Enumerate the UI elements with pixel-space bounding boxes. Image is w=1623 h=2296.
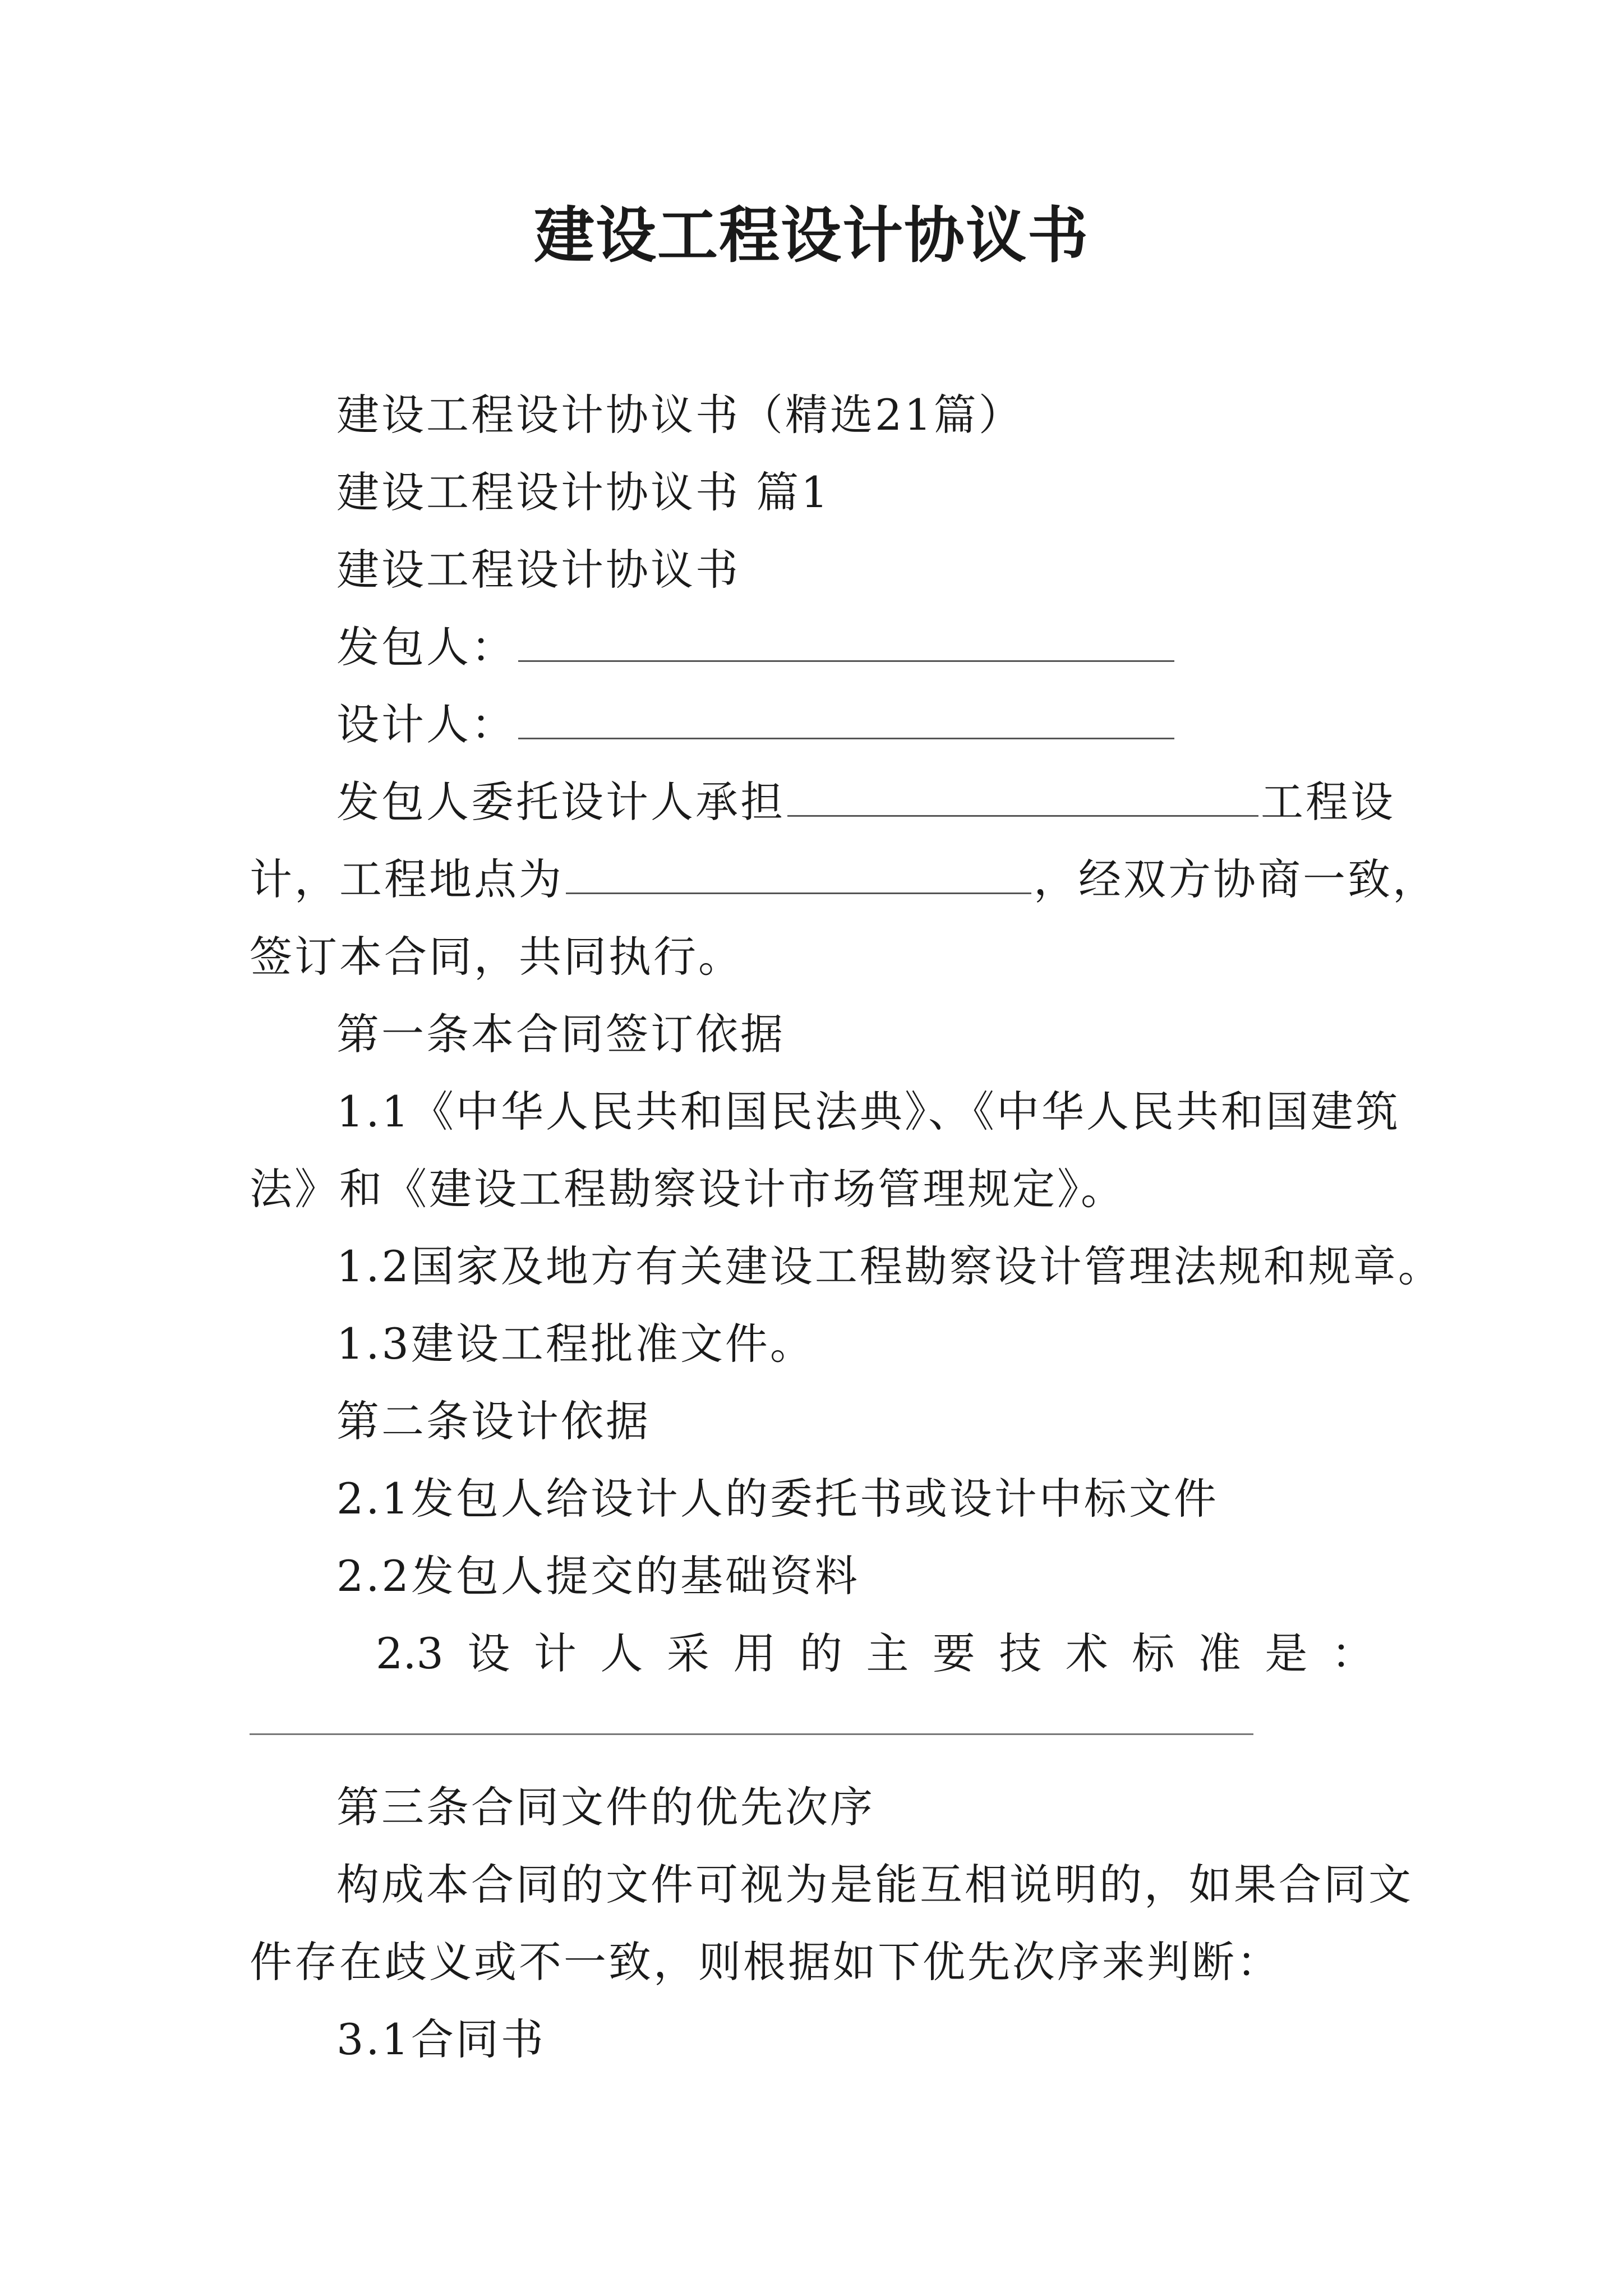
spread-char: 采 (666, 1628, 709, 1678)
spread-char: 准 (1198, 1628, 1241, 1678)
agreement-name: 建设工程设计协议书 (336, 545, 740, 595)
paragraph-line: 2.2发包人提交的基础资料 (336, 1551, 860, 1601)
spread-char: 技 (999, 1628, 1042, 1678)
standards-blank-rule (250, 1733, 1253, 1735)
text-span: ，经双方协商一致， (1034, 854, 1437, 904)
document-title: 建设工程设计协议书 (533, 200, 1089, 271)
project-blank (787, 780, 1258, 817)
paragraph-line: 构成本合同的文件可视为是能互相说明的，如果合同文 (336, 1860, 1413, 1910)
designer-line (336, 697, 1177, 753)
paragraph-line (336, 774, 1395, 830)
paragraph-line: 1.2国家及地方有关建设工程勘察设计管理法规和规章。 (336, 1241, 1443, 1291)
spread-char: 计 (533, 1628, 577, 1678)
section-heading: 建设工程设计协议书 篇1 (336, 467, 831, 517)
paragraph-line: 1.3建设工程批准文件。 (336, 1319, 815, 1369)
spread-char: 设 (467, 1628, 510, 1678)
spread-char: ： (1331, 1628, 1374, 1678)
paragraph-line: 件存在歧义或不一致，则根据如下优先次序来判断： (250, 1937, 1281, 1987)
article-heading: 第三条合同文件的优先次序 (336, 1782, 875, 1832)
paragraph-line: 3.1合同书 (336, 2014, 546, 2064)
spread-char: 术 (1065, 1628, 1108, 1678)
spread-char: 用 (733, 1628, 776, 1678)
spread-char: 是 (1265, 1628, 1308, 1678)
paragraph-line: 法》和《建设工程勘察设计市场管理规定》。 (250, 1164, 1126, 1214)
text-span: 工程设 (1261, 777, 1395, 827)
spread-char: 人 (600, 1628, 643, 1678)
designer-blank (518, 703, 1174, 739)
spread-char: 要 (932, 1628, 975, 1678)
paragraph-line: 2.1发包人给设计人的委托书或设计中标文件 (336, 1474, 1219, 1524)
text-span: 计，工程地点为 (250, 854, 564, 904)
location-blank (566, 858, 1031, 894)
text-span: 发包人委托设计人承担 (336, 777, 785, 827)
paragraph-line (250, 852, 1437, 908)
designer-label: 设计人： (336, 700, 516, 749)
employer-line (336, 619, 1177, 675)
spread-char: 的 (799, 1628, 842, 1678)
paragraph-line: 签订本合同，共同执行。 (250, 932, 743, 982)
subtitle-line: 建设工程设计协议书（精选21篇） (336, 390, 1023, 440)
spread-char: 2.3 (376, 1628, 444, 1678)
spread-char: 标 (1132, 1628, 1175, 1678)
article-heading: 第一条本合同签订依据 (336, 1009, 785, 1059)
article-heading: 第二条设计依据 (336, 1396, 651, 1446)
spread-line (376, 1626, 1374, 1682)
employer-blank (518, 625, 1174, 662)
paragraph-line: 1.1《中华人民共和国民法典》、《中华人民共和国建筑 (336, 1087, 1400, 1137)
employer-label: 发包人： (336, 622, 516, 672)
spread-char: 主 (866, 1628, 909, 1678)
